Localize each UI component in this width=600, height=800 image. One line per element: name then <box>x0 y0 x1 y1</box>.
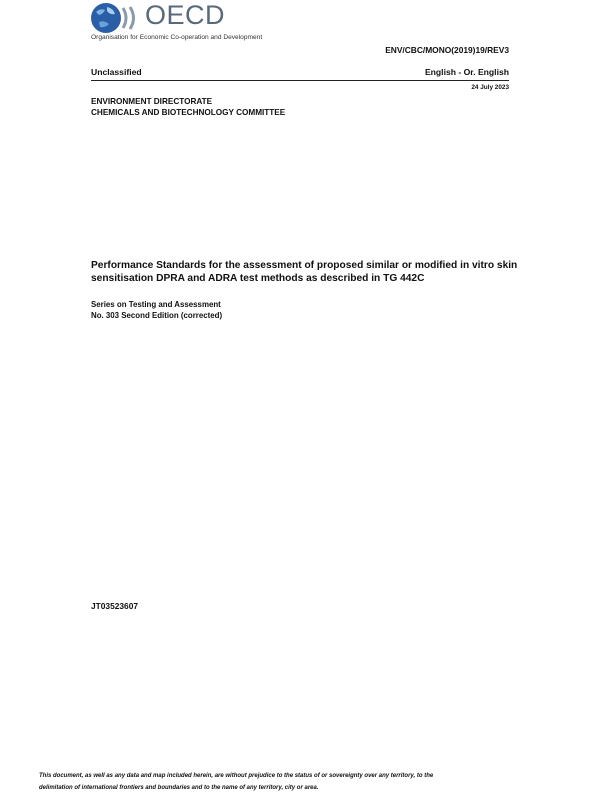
series-info <box>91 299 222 321</box>
logo-subtitle: Organisation for Economic Co-operation and Development <box>91 34 263 41</box>
document-title <box>91 259 531 285</box>
directorate-block <box>91 96 285 118</box>
document-date: 24 July 2023 <box>471 84 509 91</box>
directorate-name: ENVIRONMENT DIRECTORATE <box>91 97 213 106</box>
jt-number: JT03523607 <box>91 601 139 611</box>
oecd-globe-icon <box>91 2 147 34</box>
title-line: sensitisation DPRA and ADRA test methods as described in TG 442C <box>91 273 425 284</box>
language-label: English - Or. English <box>424 67 509 77</box>
committee-name: CHEMICALS AND BIOTECHNOLOGY COMMITTEE <box>91 108 286 117</box>
disclaimer-line: This document, as well as any data and map included herein, are without prejudice to the status of or sovereignty over any territory, to the <box>39 773 434 779</box>
oecd-logo <box>91 2 291 42</box>
series-number: No. 303 Second Edition (corrected) <box>91 311 223 320</box>
disclaimer-line: delimitation of international frontiers and boundaries and to the name of any territory, city or area. <box>39 785 319 791</box>
oecd-wordmark: OECD <box>145 0 226 30</box>
title-line: Performance Standards for the assessment of proposed similar or modified in vitro skin <box>91 260 518 271</box>
classification-label: Unclassified <box>91 67 142 77</box>
classification-row <box>91 67 509 81</box>
series-name: Series on Testing and Assessment <box>91 300 221 309</box>
disclaimer-text <box>39 770 559 794</box>
document-reference: ENV/CBC/MONO(2019)19/REV3 <box>385 45 509 55</box>
